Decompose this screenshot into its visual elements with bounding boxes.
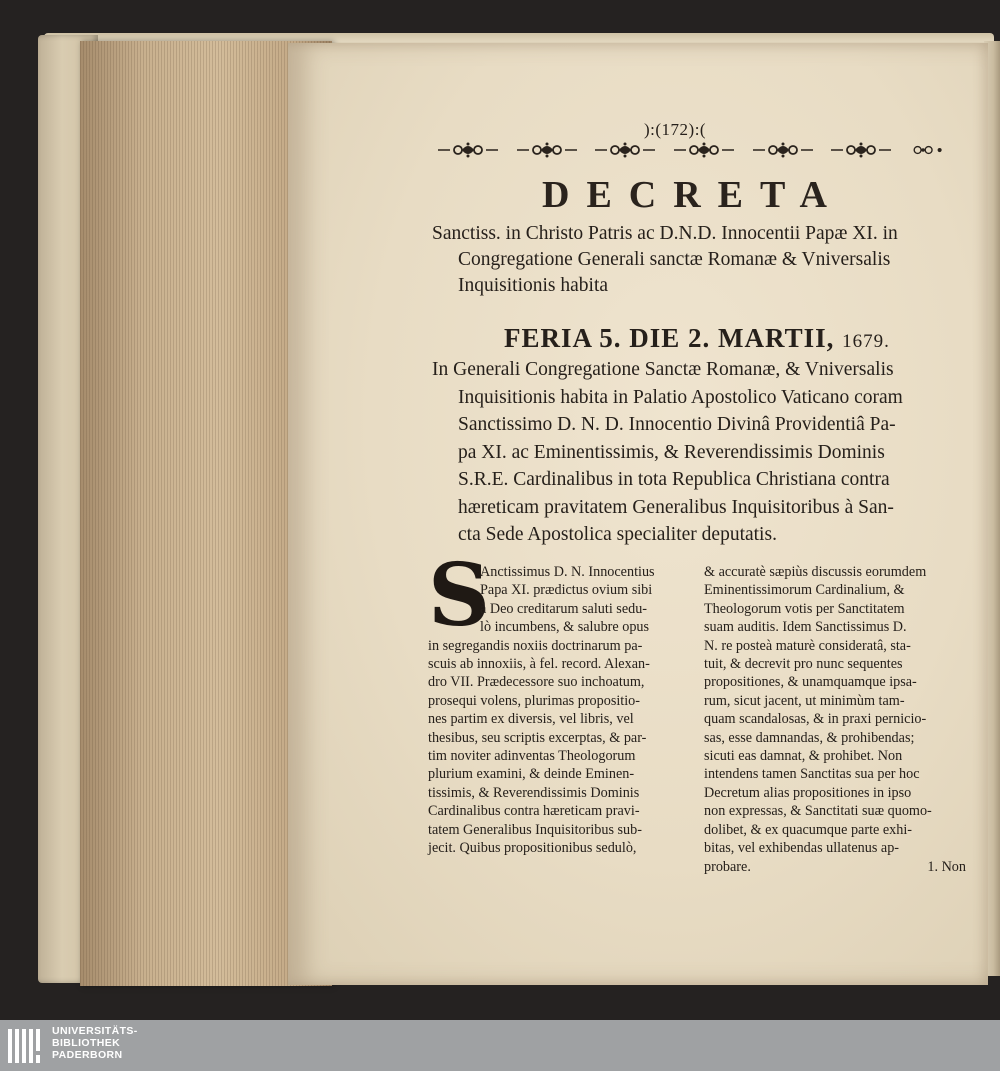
column-line: sas, esse damnandas, & prohibendas; xyxy=(704,729,915,746)
title-subtitle xyxy=(432,221,962,299)
logo-line: UNIVERSITÄTS- xyxy=(52,1025,138,1037)
column-line: bitas, vel exhibendas ullatenus ap- xyxy=(704,840,900,857)
column-line: sicuti eas damnat, & prohibet. Non xyxy=(704,748,903,765)
column-line: non expressas, & Sanctitati suæ quomo- xyxy=(704,803,932,820)
intro-line: pa XI. ac Eminentissimis, & Reverendissimis Dominis xyxy=(458,441,885,463)
column-line: nes partim ex diversis, vel libris, vel xyxy=(428,711,634,728)
footer-bar xyxy=(0,1020,1000,1071)
column-line: & accuratè sæpiùs discussis eorumdem xyxy=(704,564,927,580)
ornament-icon xyxy=(515,139,579,161)
column-line: dro VII. Prædecessore suo inchoatum, xyxy=(428,674,645,691)
subtitle-line: Sanctiss. in Christo Patris ac D.N.D. Innocentii Papæ XI. in xyxy=(432,223,898,244)
catchword: 1. Non xyxy=(927,858,966,875)
book xyxy=(38,33,1000,990)
column-line: prosequi volens, plurimas propositio- xyxy=(428,692,641,709)
column-line: plurium examini, & deinde Eminen- xyxy=(428,766,635,783)
intro-line: Inquisitionis habita in Palatio Apostolico Vaticano coram xyxy=(458,386,903,408)
column-line: tissimis, & Reverendissimis Dominis xyxy=(428,784,640,801)
date-heading xyxy=(504,323,964,354)
subtitle-line: Inquisitionis habita xyxy=(458,275,609,296)
column-line: propositiones, & unamquamque ipsa- xyxy=(704,674,917,691)
logo-line: BIBLIOTHEK xyxy=(52,1037,121,1049)
column-line: thesibus, seu scriptis excerptas, & par- xyxy=(428,729,647,746)
column-line: Anctissimus D. N. Innocentius xyxy=(480,564,655,580)
intro-line: S.R.E. Cardinalibus in tota Republica Christiana contra xyxy=(458,469,890,490)
column-line: in segregandis noxiis doctrinarum pa- xyxy=(428,637,643,654)
logo-line: PADERBORN xyxy=(52,1049,123,1061)
column-line: N. re posteà maturè consideratâ, sta- xyxy=(704,637,911,654)
page-title: DECRETA xyxy=(542,174,844,216)
subtitle-line: Congregatione Generali sanctæ Romanæ & Vniversalis xyxy=(458,249,891,270)
intro-line: hæreticam pravitatem Generalibus Inquisitoribus à San- xyxy=(458,496,894,518)
column-line: suam auditis. Idem Sanctissimus D. xyxy=(704,619,907,636)
intro-line: Sanctissimo D. N. D. Innocentio Divinâ Providentiâ Pa- xyxy=(458,414,896,435)
column-line: tatem Generalibus Inquisitoribus sub- xyxy=(428,821,642,838)
library-logo-icon xyxy=(6,1025,46,1067)
column-line: intendens tamen Sanctitas sua per hoc xyxy=(704,766,920,783)
column-line: quam scandalosas, & in praxi pernicio- xyxy=(704,711,927,728)
column-line: Cardinalibus contra hæreticam pravi- xyxy=(428,803,640,820)
ornament-icon xyxy=(829,139,893,161)
library-logo-text xyxy=(52,1025,138,1061)
column-line: jecit. Quibus propositionibus sedulò, xyxy=(428,840,637,857)
page-number: ):(172):( xyxy=(644,120,707,139)
column-line: à Deo creditarum saluti sedu- xyxy=(480,600,648,617)
column-line: dolibet, & ex quacumque parte exhi- xyxy=(704,821,913,838)
column-line: Papa XI. prædictus ovium sibi xyxy=(480,582,653,599)
column-line: scuis ab innoxiis, à fel. record. Alexan- xyxy=(428,656,650,673)
intro-line: cta Sede Apostolica specialiter deputatis. xyxy=(458,524,777,545)
date-year: 1679. xyxy=(842,331,890,352)
intro-line: In Generali Congregatione Sanctæ Romanæ, & Vniversalis xyxy=(432,359,894,380)
ornament-icon xyxy=(436,139,500,161)
left-column xyxy=(428,563,690,858)
ornament-icon xyxy=(751,139,815,161)
column-line: rum, sicut jacent, ut minimùm tam- xyxy=(704,692,905,709)
right-column xyxy=(704,563,966,876)
ornament-icon xyxy=(908,139,952,161)
column-line: tuit, & decrevit pro nunc sequentes xyxy=(704,656,903,673)
book-page xyxy=(288,43,988,985)
ornament-icon xyxy=(593,139,657,161)
column-line: probare. xyxy=(704,858,751,875)
ornament-row xyxy=(436,137,952,163)
column-line: Decretum alias propositiones in ipso xyxy=(704,784,912,801)
column-line: lò incumbens, & salubre opus xyxy=(480,619,650,636)
ornament-icon xyxy=(672,139,736,161)
column-line: tim noviter adinventas Theologorum xyxy=(428,748,636,765)
last-line xyxy=(704,858,966,876)
date-main: FERIA 5. DIE 2. MARTII, xyxy=(504,323,835,353)
intro-paragraph xyxy=(432,356,958,549)
column-line: Eminentissimorum Cardinalium, & xyxy=(704,582,905,599)
drop-cap: S xyxy=(428,545,491,646)
column-line: Theologorum votis per Sanctitatem xyxy=(704,600,905,617)
